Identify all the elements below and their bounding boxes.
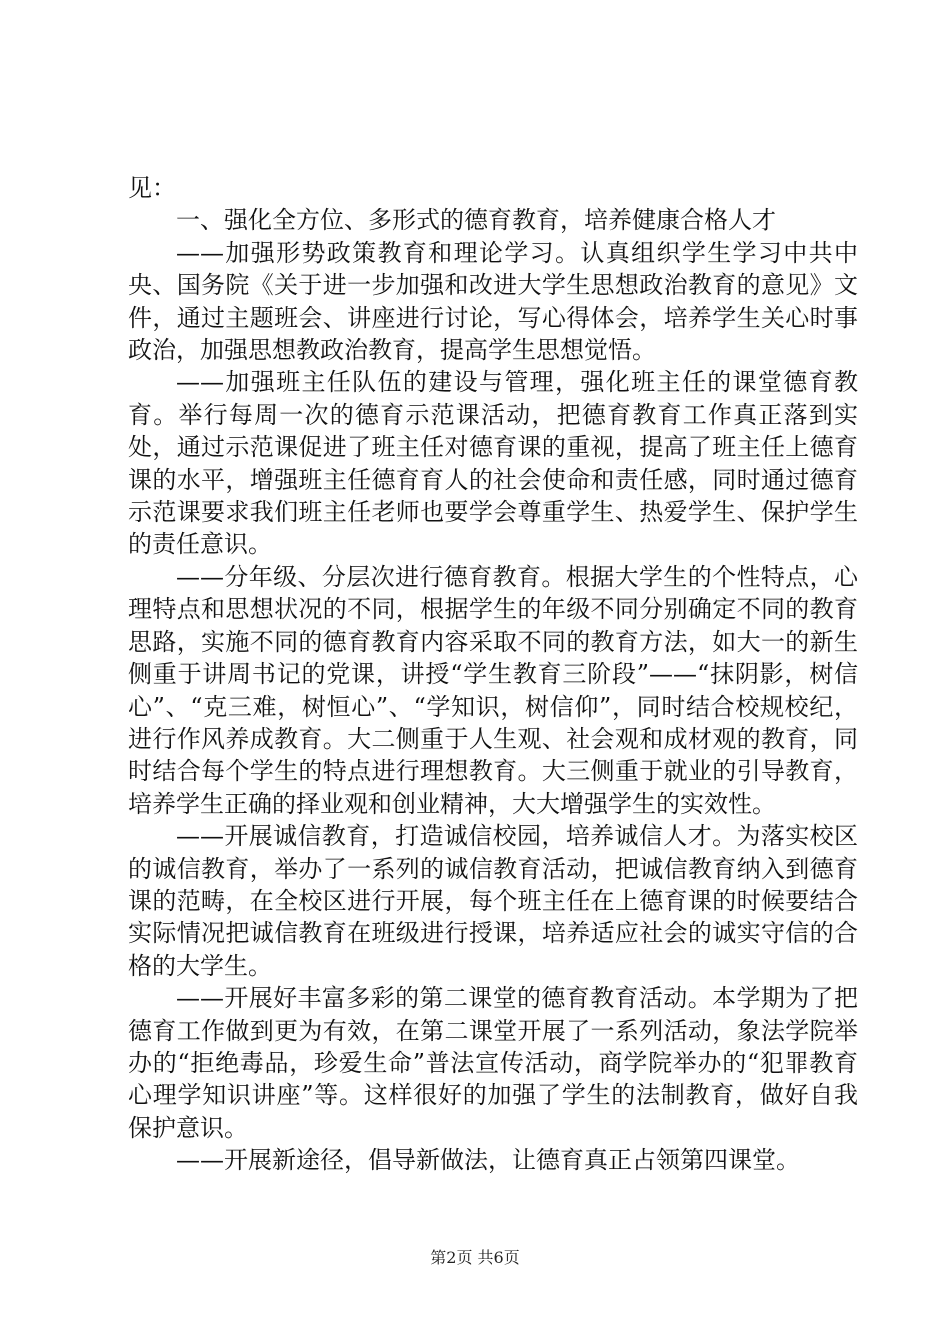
paragraph: ——分年级、分层次进行德育教育。根据大学生的个性特点，心理特点和思想状况的不同，根据学生的年级不同分别确定不同的教育思路，实施不同的德育教育内容采取不同的教育方法，如大一的新生侧重于讲周书记的党课，讲授“学生教育三阶段”——“抹阴影，树信心”、“克三难，树恒心”、“学知识，树信仰”，同时结合校规校纪，进行作风养成教育。大二侧重于人生观、社会观和成材观的教育，同时结合每个学生的特点进行理想教育。大三侧重于就业的引导教育，培养学生正确的择业观和创业精神，大大增强学生的实效性。 <box>128 562 858 818</box>
paragraph: ——开展新途径，倡导新做法，让德育真正占领第四课堂。 <box>176 1146 800 1175</box>
paragraph-continuation: 见： <box>128 174 176 202</box>
document-body <box>128 172 858 1177</box>
paragraph: ——加强形势政策教育和理论学习。认真组织学生学习中共中央、国务院《关于进一步加强和改进大学生思想政治教育的意见》文件，通过主题班会、讲座进行讨论，写心得体会，培养学生关心时事政治，加强思想教政治教育，提高学生思想觉悟。 <box>128 238 858 365</box>
paragraph: ——加强班主任队伍的建设与管理，强化班主任的课堂德育教育。举行每周一次的德育示范课活动，把德育教育工作真正落到实处，通过示范课促进了班主任对德育课的重视，提高了班主任上德育课的水平，增强班主任德育育人的社会使命和责任感，同时通过德育示范课要求我们班主任老师也要学会尊重学生、热爱学生、保护学生的责任意识。 <box>128 368 858 559</box>
paragraph: ——开展诚信教育，打造诚信校园，培养诚信人才。为落实校区的诚信教育，举办了一系列的诚信教育活动，把诚信教育纳入到德育课的范畴，在全校区进行开展，每个班主任在上德育课的时候要结合实际情况把诚信教育在班级进行授课，培养适应社会的诚实守信的合格的大学生。 <box>128 822 858 980</box>
page-number-footer: 第2页 共6页 <box>430 1248 520 1267</box>
paragraph: ——开展好丰富多彩的第二课堂的德育教育活动。本学期为了把德育工作做到更为有效，在第二课堂开展了一系列活动，象法学院举办的“拒绝毒品，珍爱生命”普法宣传活动，商学院举办的“犯罪教育心理学知识讲座”等。这样很好的加强了学生的法制教育，做好自我保护意识。 <box>128 984 858 1142</box>
section-heading: 一、强化全方位、多形式的德育教育，培养健康合格人才 <box>176 206 776 235</box>
